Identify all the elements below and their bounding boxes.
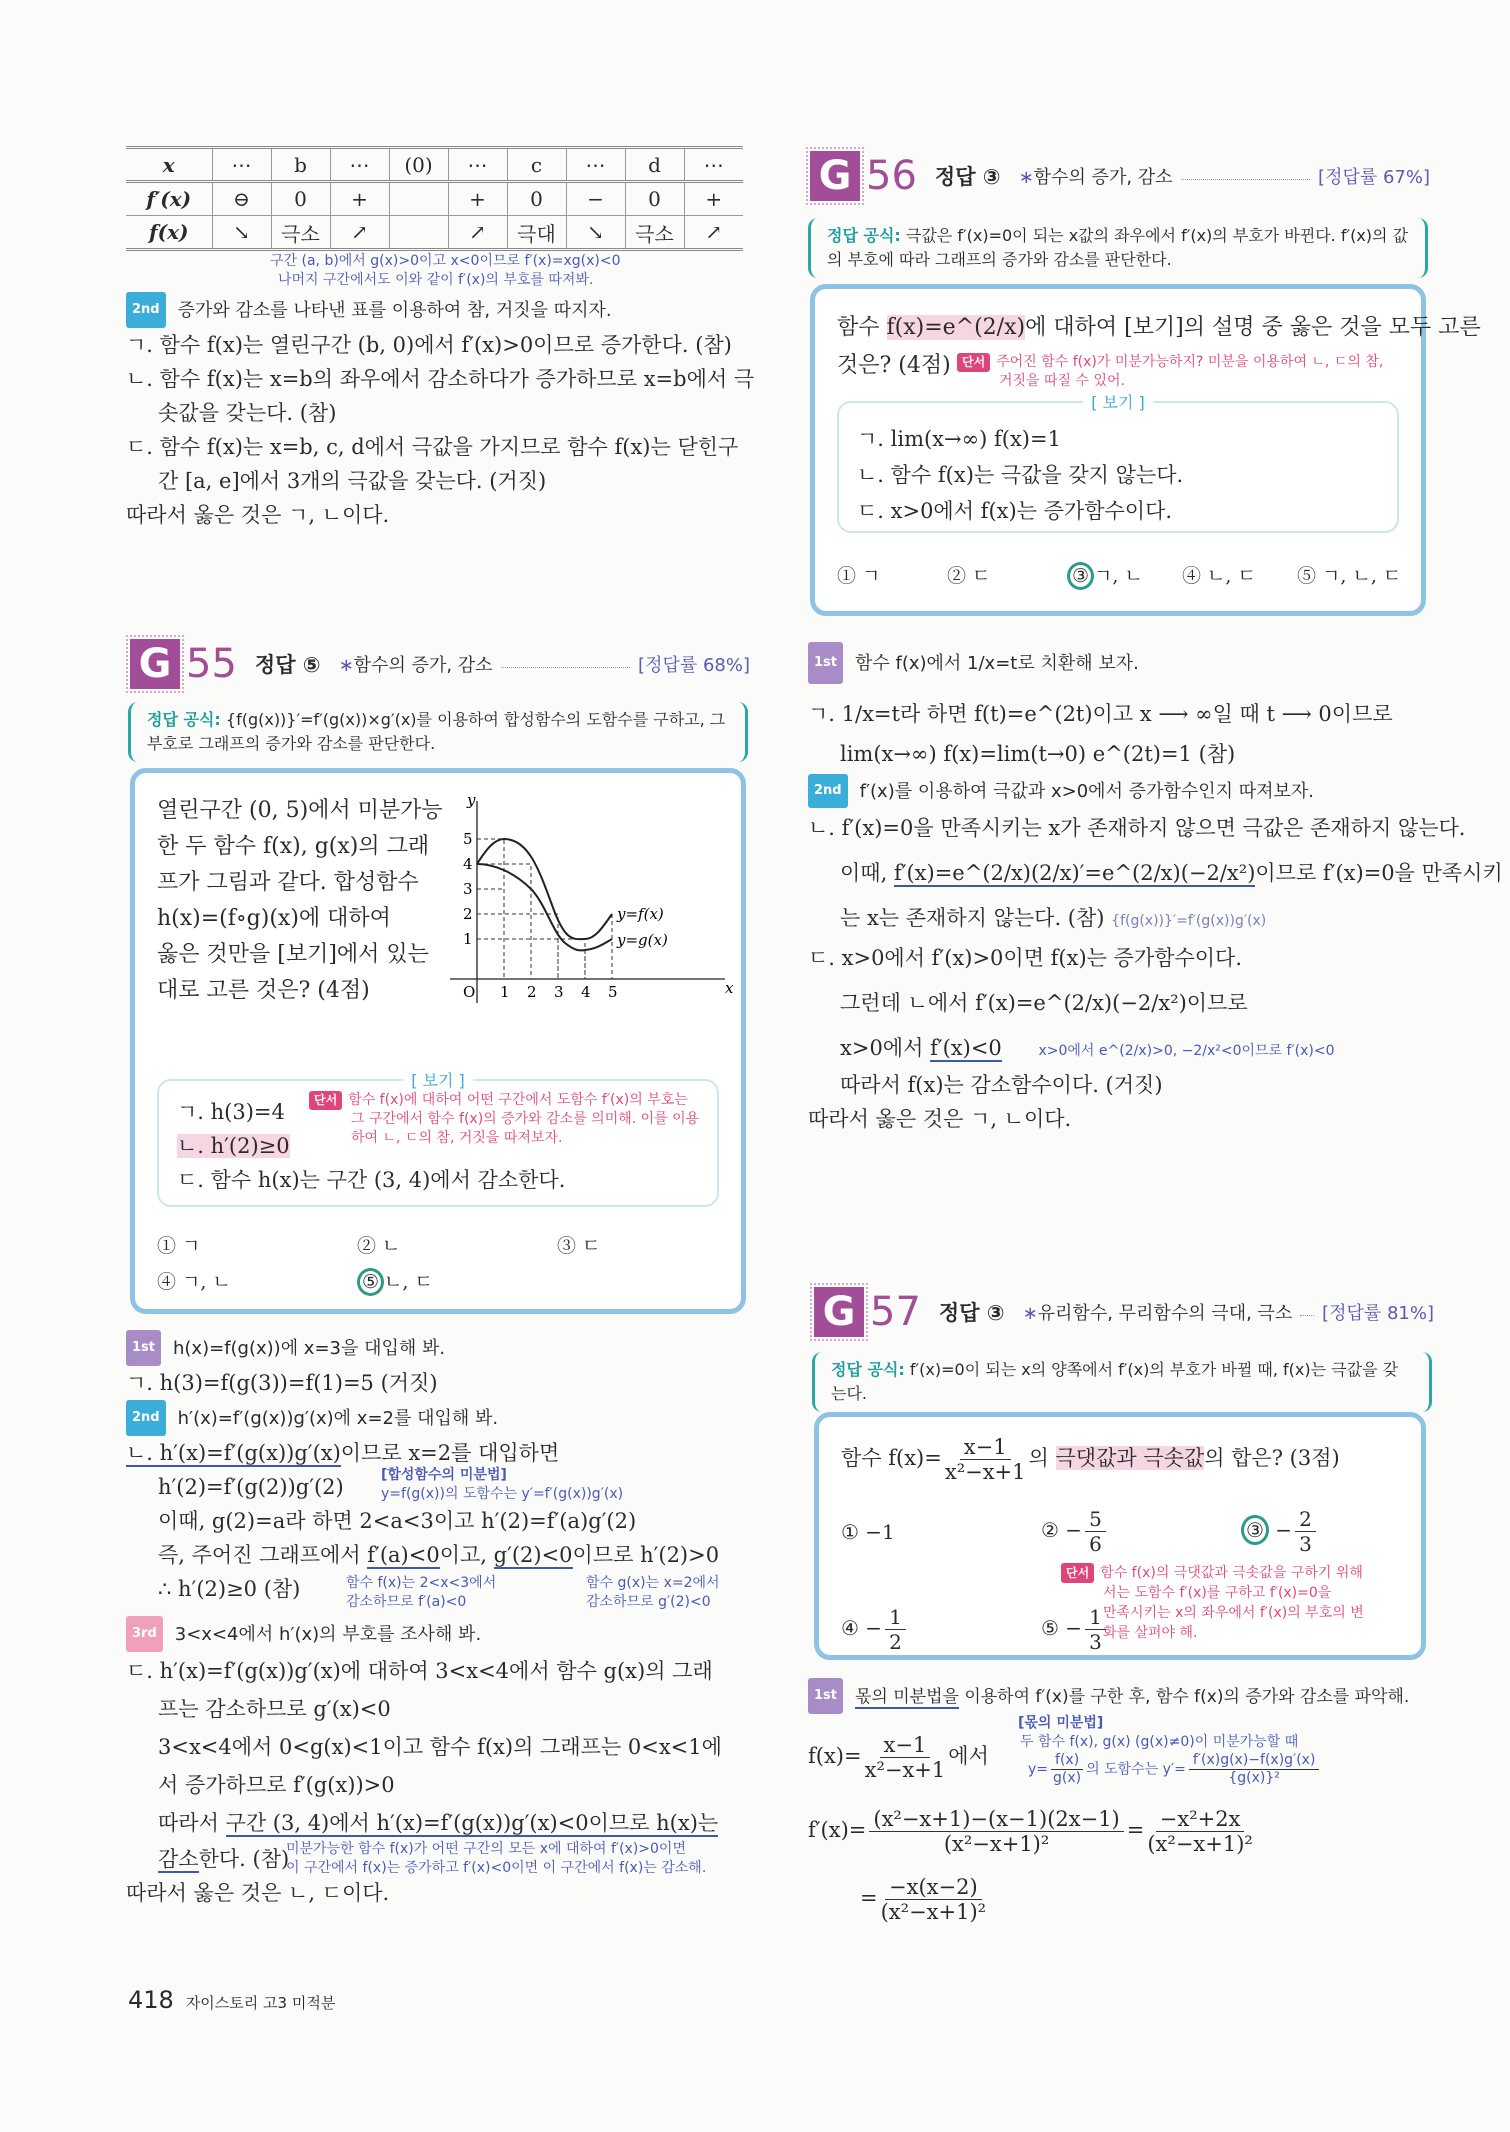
- bogi-item-text: ㄴ. h′(2)≥0: [177, 1134, 290, 1158]
- numerator: 2: [1295, 1507, 1316, 1532]
- page-number: 418: [128, 1986, 174, 2014]
- numerator: 1: [1085, 1605, 1106, 1630]
- choice-2[interactable]: [1041, 1507, 1109, 1556]
- hint-line: 만족시키는 x의 좌우에서 f′(x)의 부호의 변: [1103, 1605, 1364, 1621]
- solution-line: [808, 1869, 1438, 1924]
- text: 에서: [948, 1744, 989, 1768]
- hint-badge: 단서: [309, 1091, 342, 1110]
- solution-line: ㄷ. 함수 f(x)는 x=b, c, d에서 극값을 가지므로 함수 f(x)는 닫힌구: [126, 435, 739, 459]
- solution-line: ㄴ. f′(x)=0을 만족시키는 x가 존재하지 않으면 극값은 존재하지 않는다.: [808, 816, 1466, 840]
- hint-line: 거짓을 따질 수 있어.: [999, 373, 1125, 389]
- sign: −: [865, 1616, 883, 1640]
- bogi-box: [157, 1071, 719, 1207]
- step-text: 이용하여 f′(x)를 구한 후, 함수 f(x)의 증가와 감소를 파악해.: [958, 1687, 1410, 1707]
- book-title: 자이스토리 고3 미적분: [185, 1994, 336, 2012]
- formula-text: {f(g(x))}′=f′(g(x))×g′(x)를 이용하여 합성함수의 도함수를 구하고, 그 부호로 그래프의 증가와 감소를 판단한다.: [147, 710, 726, 753]
- solution-line: [808, 1733, 1438, 1797]
- problem-number: 55: [186, 641, 237, 687]
- x-tick: 4: [581, 983, 591, 1001]
- table-cell: ↗: [448, 216, 507, 250]
- y-tick: 4: [463, 855, 473, 873]
- x-tick: 2: [527, 983, 537, 1001]
- denominator: 6: [1089, 1532, 1102, 1556]
- question-text: [157, 793, 443, 1009]
- hint-line: 주어진 함수 f(x)가 미분가능하지? 미분을 이용하여 ㄴ, ㄷ의 참,: [996, 354, 1384, 370]
- step-text: h(x)=f(g(x))에 x=3을 대입해 봐.: [173, 1338, 446, 1359]
- dotted-leader: [1300, 1315, 1314, 1316]
- table-cell: ↘: [566, 216, 625, 250]
- table-cell: +: [330, 182, 389, 216]
- selected-answer-mark: ③: [1241, 1515, 1269, 1545]
- bogi-item: ㄴ. 함수 f(x)는 극값을 갖지 않는다.: [857, 463, 1184, 487]
- choice-number: ⑤: [1041, 1616, 1059, 1640]
- denominator: 3: [1089, 1630, 1102, 1654]
- formula-text: f′(x)=0이 되는 x의 양쪽에서 f′(x)의 부호가 바뀔 때, f(x)는 극값을 갖는다.: [831, 1360, 1399, 1403]
- solution-line: 서 증가하므로 f′(g(x))>0: [158, 1773, 395, 1797]
- note-text: 이 구간에서 f(x)는 증가하고 f′(x)<0이면 이 구간에서 f(x)는 감소해.: [286, 1860, 707, 1876]
- correct-rate: [정답률 68%]: [638, 655, 750, 676]
- text: 이고,: [439, 1543, 494, 1567]
- solution-line: 따라서 f(x)는 감소함수이다. (거짓): [840, 1073, 1163, 1097]
- answer-label: 정답 ⑤: [254, 653, 321, 677]
- topic: ∗유리함수, 무리함수의 극대, 극소: [1022, 1303, 1293, 1324]
- fraction: [881, 1875, 986, 1924]
- highlighted-text: f(x)=e^(2/x): [886, 315, 1026, 340]
- note-text: 두 함수 f(x), g(x) (g(x)≠0)이 미분가능할 때: [1020, 1734, 1299, 1750]
- section-logo: G: [810, 151, 860, 201]
- table-cell: b: [271, 148, 330, 182]
- text: 의 도함수는 y′=: [1086, 1761, 1186, 1778]
- hint-badge: 단서: [957, 353, 990, 372]
- solution-line: [808, 848, 1503, 898]
- choice-3[interactable]: [1241, 1507, 1319, 1556]
- conclusion: 따라서 옳은 것은 ㄱ, ㄴ이다.: [126, 503, 390, 527]
- topic: ∗함수의 증가, 감소: [338, 655, 493, 676]
- choice-value: −1: [865, 1520, 895, 1544]
- text: 즉, 주어진 그래프에서: [158, 1543, 368, 1567]
- table-cell: [389, 182, 448, 216]
- hint-badge: 단서: [1061, 1563, 1094, 1583]
- table-cell: ⋯: [330, 148, 389, 182]
- bogi-item: ㄱ. lim(x→∞) f(x)=1: [857, 427, 1061, 451]
- hint-line: 함수 f(x)의 극댓값과 극솟값을 구하기 위해: [1100, 1565, 1363, 1581]
- choice-text: ㄴ, ㄷ: [384, 1271, 433, 1293]
- choice-2[interactable]: ② ㄷ: [947, 565, 991, 587]
- numerator: −x(x−2): [885, 1875, 982, 1900]
- question-line: 옳은 것만을 [보기]에서 있는: [157, 942, 429, 967]
- text: 는 x는 존재하지 않는다. (참): [840, 906, 1105, 930]
- denominator: g(x): [1053, 1770, 1082, 1786]
- conclusion: 따라서 옳은 것은 ㄴ, ㄷ이다.: [126, 1881, 390, 1905]
- hint-line: 하여 ㄴ, ㄷ의 참, 거짓을 따져보자.: [351, 1130, 563, 1146]
- text: =: [860, 1886, 878, 1910]
- step-badge: 2nd: [126, 1400, 166, 1436]
- bogi-box: [837, 393, 1399, 533]
- step-text: h′(x)=f′(g(x))g′(x)에 x=2를 대입해 봐.: [177, 1408, 499, 1429]
- numerator: 5: [1085, 1507, 1106, 1532]
- table-cell: f(x): [149, 220, 189, 244]
- note-text: 감소하므로 f′(a)<0: [346, 1594, 467, 1610]
- solution-line: [126, 1538, 756, 1572]
- solution-line: [808, 898, 1438, 938]
- solution-line: ㄷ. x>0에서 f′(x)>0이면 f(x)는 증가함수이다.: [808, 946, 1243, 970]
- solution-line: lim(x→∞) f(x)=lim(t→0) e^(2t)=1 (참): [840, 742, 1236, 766]
- function-graph: [445, 793, 735, 1013]
- bogi-item: ㄷ. x>0에서 f(x)는 증가함수이다.: [857, 499, 1173, 523]
- table-cell: ↗: [330, 216, 389, 250]
- table-row: [126, 148, 743, 182]
- y-axis-label: y: [467, 793, 476, 809]
- choice-number: ④: [841, 1616, 859, 1640]
- table-cell: ⋯: [566, 148, 625, 182]
- question-text: [837, 309, 1481, 389]
- text: 것은? (4점): [837, 353, 951, 378]
- hint: [1061, 1563, 1364, 1643]
- answer-label: 정답 ③: [938, 1301, 1005, 1325]
- dotted-leader: [501, 667, 630, 668]
- topic: ∗함수의 증가, 감소: [1018, 167, 1173, 188]
- problem-box-g56: [810, 284, 1481, 616]
- solution-line: ㄷ. h′(x)=f′(g(x))g′(x)에 대하여 3<x<4에서 함수 g(x)의 그래: [126, 1659, 713, 1683]
- sign: −: [1065, 1616, 1083, 1640]
- problem-header-g56: [810, 148, 1430, 204]
- correct-rate: [정답률 67%]: [1318, 167, 1430, 188]
- note-text: {f(g(x))}′=f′(g(x))g′(x): [1111, 913, 1267, 929]
- sign: −: [1275, 1518, 1293, 1542]
- formula-text: 극값은 f′(x)=0이 되는 x값의 좌우에서 f′(x)의 부호가 바뀐다. f′(x)의 값의 부호에 따라 그래프의 증가와 감소를 판단한다.: [827, 226, 1409, 269]
- denominator: (x²−x+1)²: [880, 1900, 987, 1924]
- fraction: [1085, 1507, 1106, 1556]
- denominator: (x²−x+1)²: [1147, 1832, 1253, 1856]
- table-cell: c: [507, 148, 566, 182]
- x-tick: 3: [554, 983, 564, 1001]
- y-tick: 1: [463, 930, 473, 948]
- choice-number: ①: [841, 1520, 859, 1544]
- solution-g56: [808, 642, 1503, 1136]
- denominator: 2: [889, 1630, 902, 1654]
- table-cell: 0: [271, 182, 330, 216]
- bogi-title: [ 보기 ]: [1083, 390, 1153, 413]
- table-cell: f′(x): [146, 187, 192, 211]
- note-text: 감소하므로 g′(2)<0: [586, 1594, 711, 1610]
- fraction: [1051, 1752, 1083, 1787]
- top-left-solution: [126, 292, 755, 532]
- text: h′(2)=f′(g(2))g′(2): [158, 1475, 344, 1499]
- text: f(x)=: [808, 1744, 862, 1768]
- answer-formula: [808, 218, 1428, 278]
- step-text: f′(x)를 이용하여 극값과 x>0에서 증가함수인지 따져보자.: [859, 781, 1315, 802]
- question-text: [841, 1435, 1340, 1484]
- topic-text: 함수의 증가, 감소: [353, 655, 493, 676]
- topic-text: 유리함수, 무리함수의 극대, 극소: [1037, 1303, 1293, 1324]
- table-cell: 극소: [625, 216, 684, 250]
- quotient-rule-note: [1020, 1733, 1322, 1787]
- underlined-text: f′(x)=e^(2/x)(2/x)′=e^(2/x)(−2/x²): [893, 861, 1256, 885]
- table-cell: −: [566, 182, 625, 216]
- denominator: {g(x)}²: [1228, 1770, 1280, 1786]
- note-text: 함수 f(x)는 2<x<3에서: [346, 1575, 497, 1591]
- problem-number: 56: [866, 153, 917, 199]
- section-logo: G: [814, 1287, 864, 1337]
- underlined-text: 몫의 미분법을: [855, 1687, 959, 1707]
- y-tick: 5: [463, 830, 473, 848]
- text: 이때,: [840, 861, 894, 885]
- origin-label: O: [463, 983, 476, 1001]
- solution-line: [126, 1467, 756, 1504]
- table-cell: x: [162, 152, 175, 177]
- text: 이므로 x=2를 대입하면: [340, 1441, 560, 1465]
- bogi-item: ㄷ. 함수 h(x)는 구간 (3, 4)에서 감소한다.: [177, 1168, 566, 1192]
- choice-4[interactable]: ④ ㄱ, ㄴ: [157, 1271, 231, 1293]
- note-title: [몫의 미분법]: [1018, 1715, 1104, 1731]
- sign: −: [1065, 1518, 1083, 1542]
- solution-g57: [808, 1678, 1438, 1924]
- choice-3[interactable]: [1067, 559, 1143, 593]
- choice-4[interactable]: [841, 1605, 909, 1654]
- text: 이므로 f′(x)=0을 만족시키: [1255, 861, 1503, 885]
- question-line: 열린구간 (0, 5)에서 미분가능: [157, 798, 443, 823]
- note: [286, 1840, 706, 1878]
- table-cell: ⋯: [448, 148, 507, 182]
- solution-line: [808, 1028, 1438, 1068]
- question-line: 한 두 함수 f(x), g(x)의 그래: [157, 834, 430, 859]
- solution-line: 프는 감소하므로 g′(x)<0: [158, 1697, 391, 1721]
- fraction: [885, 1605, 906, 1654]
- text: f′(x)=: [808, 1818, 867, 1842]
- answer-label: 정답 ③: [934, 165, 1001, 189]
- solution-line: ㄴ. 함수 f(x)는 x=b의 좌우에서 감소하다가 증가하므로 x=b에서 극: [126, 367, 755, 391]
- step-badge: 3rd: [126, 1616, 163, 1652]
- underlined-text: 감소: [158, 1847, 199, 1871]
- table-cell: ↘: [212, 216, 271, 250]
- step-badge: 2nd: [808, 774, 848, 808]
- table-cell: ⋯: [212, 148, 271, 182]
- x-tick: 5: [608, 983, 618, 1001]
- underlined-text: ㄴ. h′(x)=f′(g(x))g′(x): [126, 1441, 341, 1465]
- numerator: (x²−x+1)−(x−1)(2x−1): [869, 1807, 1123, 1832]
- step-text: 함수 f(x)에서 1/x=t로 치환해 보자.: [855, 653, 1139, 674]
- bogi-title: [ 보기 ]: [403, 1068, 473, 1091]
- bogi-items: [857, 421, 1183, 529]
- text: x>0에서: [840, 1036, 931, 1060]
- denominator: x²−x+1: [864, 1758, 946, 1782]
- choice-1[interactable]: [841, 1515, 895, 1549]
- solution-line: ㄱ. h(3)=f(g(3))=f(1)=5 (거짓): [126, 1371, 438, 1395]
- solution-line: ㄱ. 1/x=t라 하면 f(t)=e^(2t)이고 x ⟶ ∞일 때 t ⟶ 0이므로: [808, 702, 1393, 726]
- choice-2[interactable]: ② ㄴ: [357, 1235, 401, 1257]
- solution-line: 간 [a, e]에서 3개의 극값을 갖는다. (거짓): [158, 469, 547, 493]
- solution-line: [126, 1804, 756, 1842]
- text: 한다. (참): [198, 1847, 290, 1871]
- problem-box-g55: [130, 768, 746, 1314]
- table-row: [126, 182, 743, 216]
- table-row: [126, 216, 743, 250]
- x-tick: 1: [500, 983, 510, 1001]
- page-footer: [128, 1986, 335, 2014]
- table-note-line: 나머지 구간에서도 이와 같이 f′(x)의 부호를 따져봐.: [278, 272, 594, 288]
- table-note-line: 구간 (a, b)에서 g(x)>0이고 x<0이므로 f′(x)=xg(x)<0: [270, 253, 621, 269]
- hint: [309, 1091, 699, 1148]
- choice-1[interactable]: ① ㄱ: [837, 565, 881, 587]
- conclusion: 따라서 옳은 것은 ㄱ, ㄴ이다.: [808, 1107, 1072, 1131]
- text: =: [1126, 1818, 1145, 1842]
- formula-label: 정답 공식:: [827, 226, 901, 245]
- problem-header-g55: [130, 636, 750, 692]
- table-cell: [389, 216, 448, 250]
- choice-text: ㄱ, ㄴ: [1094, 565, 1143, 587]
- text: 함수 f(x)=: [841, 1446, 942, 1470]
- table-cell: ⋯: [684, 148, 743, 182]
- underlined-text: f′(x)<0: [930, 1036, 1002, 1060]
- selected-answer-mark: ③: [1067, 562, 1094, 590]
- numerator: −x²+2x: [1156, 1807, 1245, 1832]
- formula-label: 정답 공식:: [147, 710, 221, 729]
- question-line: h(x)=(f∘g)(x)에 대하여: [157, 906, 391, 931]
- text: 의 합은? (3점): [1204, 1446, 1340, 1470]
- solution-line: [126, 1572, 756, 1616]
- fraction: [1295, 1507, 1316, 1556]
- selected-answer-mark: ⑤: [357, 1268, 384, 1296]
- formula-label: 정답 공식:: [831, 1360, 905, 1379]
- question-line: 대로 고른 것은? (4점): [157, 978, 370, 1003]
- underlined-text: g′(2)<0: [493, 1543, 573, 1567]
- table-cell: 0: [507, 182, 566, 216]
- answer-formula: [812, 1352, 1432, 1412]
- choice-4[interactable]: ④ ㄴ, ㄷ: [1182, 565, 1256, 587]
- note-title: [합성함수의 미분법]: [381, 1467, 507, 1483]
- text: ∴ h′(2)≥0 (참): [158, 1577, 301, 1601]
- text: 이므로 h′(2)>0: [572, 1543, 720, 1567]
- denominator: (x²−x+1)²: [943, 1832, 1050, 1856]
- solution-line: 이때, g(2)=a라 하면 2<a<3이고 h′(2)=f′(a)g′(2): [158, 1509, 637, 1533]
- text: 따라서: [158, 1811, 226, 1835]
- numerator: 1: [885, 1605, 906, 1630]
- dotted-leader: [1181, 179, 1310, 180]
- step-text: 증가와 감소를 나타낸 표를 이용하여 참, 거짓을 따지자.: [177, 300, 612, 321]
- g-curve-label: y=g(x): [617, 931, 668, 949]
- increase-decrease-table-wrap: [126, 146, 743, 251]
- underlined-text: 구간 (3, 4)에서 h′(x)=f′(g(x))g′(x)<0이므로 h(x)는: [225, 1811, 719, 1835]
- text: 의: [1028, 1446, 1056, 1470]
- note-text: 미분가능한 함수 f(x)가 어떤 구간의 모든 x에 대하여 f′(x)>0이면: [286, 1841, 686, 1857]
- table-cell: +: [448, 182, 507, 216]
- denominator: 3: [1299, 1532, 1312, 1556]
- choice-3[interactable]: ③ ㄷ: [557, 1235, 601, 1257]
- table-cell: 0: [625, 182, 684, 216]
- y-tick: 3: [463, 880, 473, 898]
- numerator: f′(x)g(x)−f(x)g′(x): [1189, 1752, 1320, 1770]
- step-badge: 1st: [808, 642, 843, 684]
- topic-text: 함수의 증가, 감소: [1033, 167, 1173, 188]
- choice-number: ②: [1041, 1518, 1059, 1542]
- hint-line: 서는 도함수 f′(x)를 구하고 f′(x)=0을: [1103, 1585, 1332, 1601]
- problem-box-g57: [814, 1412, 1426, 1660]
- highlighted-text: 극댓값과 극솟값: [1055, 1446, 1205, 1470]
- problem-number: 57: [870, 1289, 921, 1335]
- step-badge: 1st: [126, 1330, 161, 1366]
- fraction: [1147, 1807, 1252, 1856]
- solution-line: [808, 1797, 1438, 1869]
- note-text: 함수 g(x)는 x=2에서: [586, 1575, 720, 1591]
- table-note: [270, 252, 621, 290]
- question-line: 프가 그림과 같다. 합성함수: [157, 870, 419, 895]
- problem-header-g57: [814, 1284, 1434, 1340]
- table-cell: (0): [389, 148, 448, 182]
- step-badge: 2nd: [126, 292, 166, 328]
- solution-line: [126, 1842, 756, 1876]
- bogi-item: ㄱ. h(3)=4: [177, 1100, 285, 1124]
- solution-g55: [126, 1330, 756, 1910]
- table-cell: ⊖: [212, 182, 271, 216]
- table-cell: +: [684, 182, 743, 216]
- solution-line: [126, 1436, 756, 1470]
- note-text: y=f(g(x))의 도함수는 y′=f′(g(x))g′(x): [381, 1486, 624, 1502]
- step-badge: 1st: [808, 1678, 843, 1714]
- hint-line: 그 구간에서 함수 f(x)의 증가와 감소를 의미해. 이를 이용: [351, 1111, 700, 1127]
- table-cell: 극대: [507, 216, 566, 250]
- y-tick: 2: [463, 905, 473, 923]
- note-text: x>0에서 e^(2/x)>0, −2/x²<0이므로 f′(x)<0: [1038, 1043, 1335, 1059]
- x-axis-label: x: [725, 979, 734, 997]
- hint: [957, 353, 1383, 391]
- answer-formula: [128, 702, 748, 762]
- hint-line: 함수 f(x)에 대하여 어떤 구간에서 도함수 f′(x)의 부호는: [348, 1092, 688, 1108]
- step-text: 3<x<4에서 h′(x)의 부호를 조사해 봐.: [174, 1624, 482, 1645]
- hint-line: 화를 살펴야 해.: [1103, 1625, 1198, 1641]
- correct-rate: [정답률 81%]: [1322, 1303, 1434, 1324]
- choice-5[interactable]: [357, 1263, 433, 1301]
- text: 함수: [837, 315, 887, 340]
- table-cell: ↗: [684, 216, 743, 250]
- fraction: [865, 1733, 946, 1782]
- fraction: [1189, 1752, 1320, 1787]
- numerator: f(x): [1051, 1752, 1083, 1770]
- numerator: x−1: [960, 1435, 1011, 1460]
- increase-decrease-table: [126, 146, 743, 251]
- denominator: x²−x+1: [944, 1460, 1026, 1484]
- numerator: x−1: [880, 1733, 931, 1758]
- fraction: [945, 1435, 1026, 1484]
- f-curve: [477, 839, 612, 939]
- choice-5[interactable]: ⑤ ㄱ, ㄴ, ㄷ: [1297, 565, 1402, 587]
- table-cell: 극소: [271, 216, 330, 250]
- text: y=: [1028, 1761, 1049, 1778]
- note: [346, 1574, 496, 1612]
- chain-rule-note: [381, 1466, 623, 1504]
- solution-line: ㄱ. 함수 f(x)는 열린구간 (b, 0)에서 f′(x)>0이므로 증가한다. (참): [126, 333, 732, 357]
- solution-line: 솟값을 갖는다. (참): [158, 401, 337, 425]
- table-cell: d: [625, 148, 684, 182]
- note: [586, 1574, 720, 1612]
- solution-line: 3<x<4에서 0<g(x)<1이고 함수 f(x)의 그래프는 0<x<1에: [158, 1735, 722, 1759]
- solution-line: 그런데 ㄴ에서 f′(x)=e^(2/x)(−2/x²)이므로: [840, 991, 1248, 1015]
- choice-1[interactable]: ① ㄱ: [157, 1235, 201, 1257]
- fraction: [869, 1807, 1123, 1856]
- f-curve-label: y=f(x): [617, 905, 664, 923]
- text: 에 대하여 [보기]의 설명 중 옳은 것을 모두 고른: [1025, 315, 1481, 340]
- section-logo: G: [130, 639, 180, 689]
- underlined-text: f′(a)<0: [367, 1543, 440, 1567]
